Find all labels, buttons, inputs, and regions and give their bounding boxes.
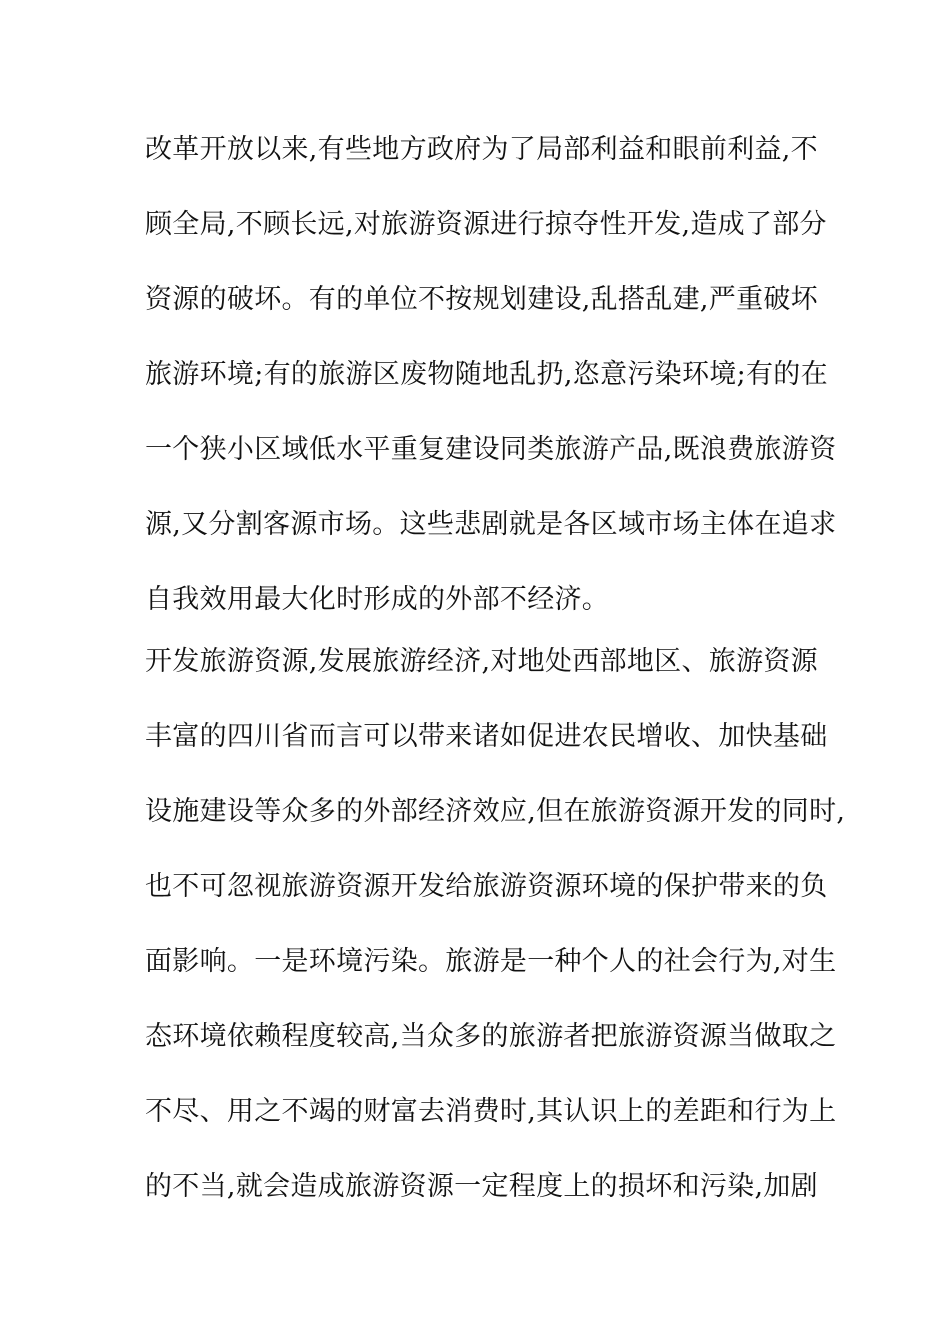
text-line: 改革开放以来,有些地方政府为了局部利益和眼前利益,不	[145, 134, 818, 165]
text-line: 设施建设等众多的外部经济效应,但在旅游资源开发的同时,	[145, 796, 846, 827]
text-line: 一个狭小区域低水平重复建设同类旅游产品,既浪费旅游资	[145, 434, 837, 465]
text-line: 态环境依赖程度较高,当众多的旅游者把旅游资源当做取之	[145, 1021, 837, 1052]
text-line: 自我效用最大化时形成的外部不经济。	[145, 584, 610, 615]
text-line: 旅游环境;有的旅游区废物随地乱扔,恣意污染环境;有的在	[145, 359, 828, 390]
text-line: 源,又分割客源市场。这些悲剧就是各区域市场主体在追求	[145, 509, 837, 540]
text-line: 开发旅游资源,发展旅游经济,对地处西部地区、旅游资源	[145, 646, 818, 677]
text-line: 的不当,就会造成旅游资源一定程度上的损坏和污染,加剧	[145, 1171, 818, 1202]
text-line: 资源的破坏。有的单位不按规划建设,乱搭乱建,严重破坏	[145, 284, 818, 315]
text-line: 也不可忽视旅游资源开发给旅游资源环境的保护带来的负	[145, 871, 828, 902]
text-line: 不尽、用之不竭的财富去消费时,其认识上的差距和行为上	[145, 1096, 837, 1127]
text-line: 面影响。一是环境污染。旅游是一种个人的社会行为,对生	[145, 946, 837, 977]
text-line: 丰富的四川省而言可以带来诸如促进农民增收、加快基础	[145, 721, 828, 752]
text-line: 顾全局,不顾长远,对旅游资源进行掠夺性开发,造成了部分	[145, 209, 827, 240]
